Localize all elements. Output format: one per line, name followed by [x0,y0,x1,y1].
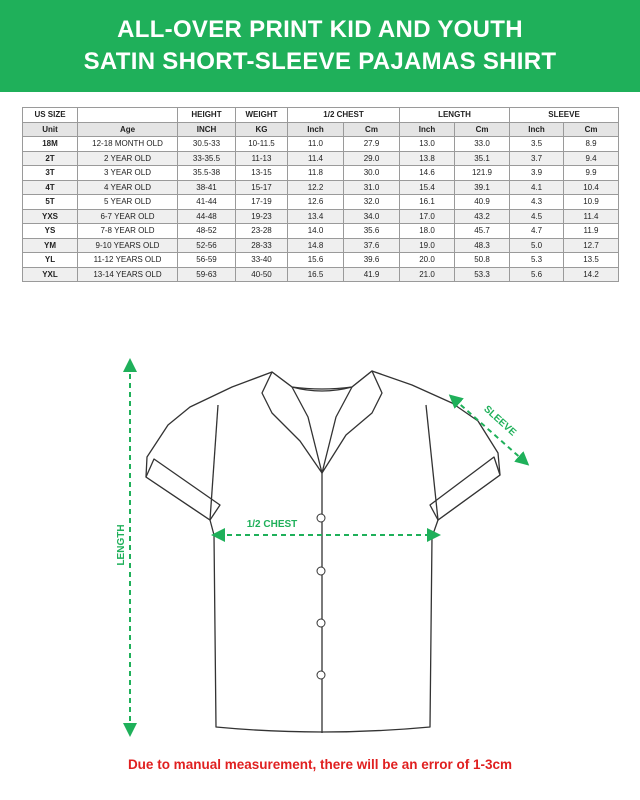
table-cell: 4.5 [510,209,564,224]
subheader-cell: Cm [564,122,619,137]
table-cell: 30.0 [344,166,400,181]
button-2 [317,567,325,575]
table-cell: 4.1 [510,180,564,195]
table-cell: 4.3 [510,195,564,210]
table-cell: 45.7 [455,224,510,239]
table-cell: 28-33 [236,238,288,253]
table-cell: 18.0 [400,224,455,239]
table-cell: 14.6 [400,166,455,181]
table-cell: 3 YEAR OLD [78,166,178,181]
table-row [23,151,619,166]
button-3 [317,619,325,627]
table-row [23,224,619,239]
table-row [23,166,619,181]
button-1 [317,514,325,522]
title-banner [0,0,640,92]
table-cell: 10.9 [564,195,619,210]
size-cell: YS [23,224,78,239]
table-cell: 33-35.5 [178,151,236,166]
size-cell: 2T [23,151,78,166]
subheader-cell: Age [78,122,178,137]
size-cell: YL [23,253,78,268]
table-cell: 32.0 [344,195,400,210]
table-cell: 10.4 [564,180,619,195]
table-cell: 11-13 [236,151,288,166]
table-cell: 40-50 [236,267,288,282]
table-cell: 48-52 [178,224,236,239]
table-cell: 3.5 [510,137,564,152]
size-cell: 18M [23,137,78,152]
table-cell: 11.4 [564,209,619,224]
table-cell: 16.1 [400,195,455,210]
header-length: LENGTH [400,108,510,123]
table-row [23,267,619,282]
table-cell: 17-19 [236,195,288,210]
subheader-cell: Inch [288,122,344,137]
table-cell: 12.7 [564,238,619,253]
table-cell: 56-59 [178,253,236,268]
size-table [22,107,619,282]
table-cell: 48.3 [455,238,510,253]
table-header-row-1 [23,108,619,123]
table-cell: 2 YEAR OLD [78,151,178,166]
header-blank [78,108,178,123]
table-cell: 41-44 [178,195,236,210]
table-row [23,238,619,253]
table-row [23,180,619,195]
header-sleeve: SLEEVE [510,108,619,123]
size-cell: 5T [23,195,78,210]
table-cell: 16.5 [288,267,344,282]
table-cell: 5.6 [510,267,564,282]
size-chart [22,107,618,282]
table-cell: 35.6 [344,224,400,239]
sleeve-label: SLEEVE [481,403,519,439]
table-cell: 13-15 [236,166,288,181]
table-cell: 41.9 [344,267,400,282]
table-row [23,137,619,152]
table-cell: 52-56 [178,238,236,253]
table-cell: 12-18 MONTH OLD [78,137,178,152]
button-4 [317,671,325,679]
table-cell: 10-11.5 [236,137,288,152]
table-row [23,253,619,268]
table-cell: 33.0 [455,137,510,152]
size-cell: YXL [23,267,78,282]
table-cell: 14.0 [288,224,344,239]
header-half-chest: 1/2 CHEST [288,108,400,123]
title-line-1: ALL-OVER PRINT KID AND YOUTH [117,16,523,43]
table-cell: 8.9 [564,137,619,152]
subheader-cell: Inch [510,122,564,137]
table-cell: 31.0 [344,180,400,195]
table-cell: 34.0 [344,209,400,224]
size-cell: YXS [23,209,78,224]
table-cell: 40.9 [455,195,510,210]
subheader-cell: Cm [455,122,510,137]
subheader-cell: KG [236,122,288,137]
table-cell: 15.4 [400,180,455,195]
table-cell: 23-28 [236,224,288,239]
size-cell: 4T [23,180,78,195]
table-cell: 59-63 [178,267,236,282]
table-cell: 3.9 [510,166,564,181]
table-cell: 37.6 [344,238,400,253]
table-row [23,195,619,210]
table-cell: 33-40 [236,253,288,268]
length-label: LENGTH [116,524,127,566]
table-cell: 11.8 [288,166,344,181]
table-cell: 5.0 [510,238,564,253]
table-cell: 15-17 [236,180,288,195]
chest-label: 1/2 CHEST [246,519,298,530]
table-cell: 35.5-38 [178,166,236,181]
table-cell: 7-8 YEAR OLD [78,224,178,239]
table-cell: 5.3 [510,253,564,268]
table-cell: 43.2 [455,209,510,224]
size-cell: YM [23,238,78,253]
table-cell: 53.3 [455,267,510,282]
table-cell: 9.4 [564,151,619,166]
table-cell: 20.0 [400,253,455,268]
table-cell: 9-10 YEARS OLD [78,238,178,253]
table-cell: 13.0 [400,137,455,152]
table-cell: 3.7 [510,151,564,166]
header-weight: WEIGHT [236,108,288,123]
table-cell: 12.2 [288,180,344,195]
table-cell: 15.6 [288,253,344,268]
table-header-row-2 [23,122,619,137]
table-cell: 35.1 [455,151,510,166]
table-cell: 44-48 [178,209,236,224]
table-cell: 39.6 [344,253,400,268]
table-cell: 4 YEAR OLD [78,180,178,195]
table-cell: 21.0 [400,267,455,282]
header-us-size: US SIZE [23,108,78,123]
table-cell: 38-41 [178,180,236,195]
table-cell: 50.8 [455,253,510,268]
subheader-cell: Inch [400,122,455,137]
table-cell: 29.0 [344,151,400,166]
table-cell: 19-23 [236,209,288,224]
table-cell: 13.4 [288,209,344,224]
measurement-note: Due to manual measurement, there will be an error of 1-3cm [127,757,513,772]
table-cell: 30.5-33 [178,137,236,152]
table-cell: 14.8 [288,238,344,253]
table-cell: 121.9 [455,166,510,181]
table-cell: 27.9 [344,137,400,152]
table-row [23,209,619,224]
table-cell: 19.0 [400,238,455,253]
table-cell: 13.8 [400,151,455,166]
table-cell: 39.1 [455,180,510,195]
table-cell: 13-14 YEARS OLD [78,267,178,282]
subheader-cell: Cm [344,122,400,137]
table-cell: 9.9 [564,166,619,181]
title-line-2: SATIN SHORT-SLEEVE PAJAMAS SHIRT [83,48,557,75]
subheader-cell: Unit [23,122,78,137]
table-cell: 11.4 [288,151,344,166]
subheader-cell: INCH [178,122,236,137]
table-cell: 13.5 [564,253,619,268]
table-cell: 5 YEAR OLD [78,195,178,210]
shirt-diagram [0,345,640,745]
size-cell: 3T [23,166,78,181]
table-cell: 6-7 YEAR OLD [78,209,178,224]
table-cell: 11.9 [564,224,619,239]
table-cell: 17.0 [400,209,455,224]
table-cell: 14.2 [564,267,619,282]
table-cell: 11-12 YEARS OLD [78,253,178,268]
table-cell: 4.7 [510,224,564,239]
table-cell: 12.6 [288,195,344,210]
table-cell: 11.0 [288,137,344,152]
header-height: HEIGHT [178,108,236,123]
